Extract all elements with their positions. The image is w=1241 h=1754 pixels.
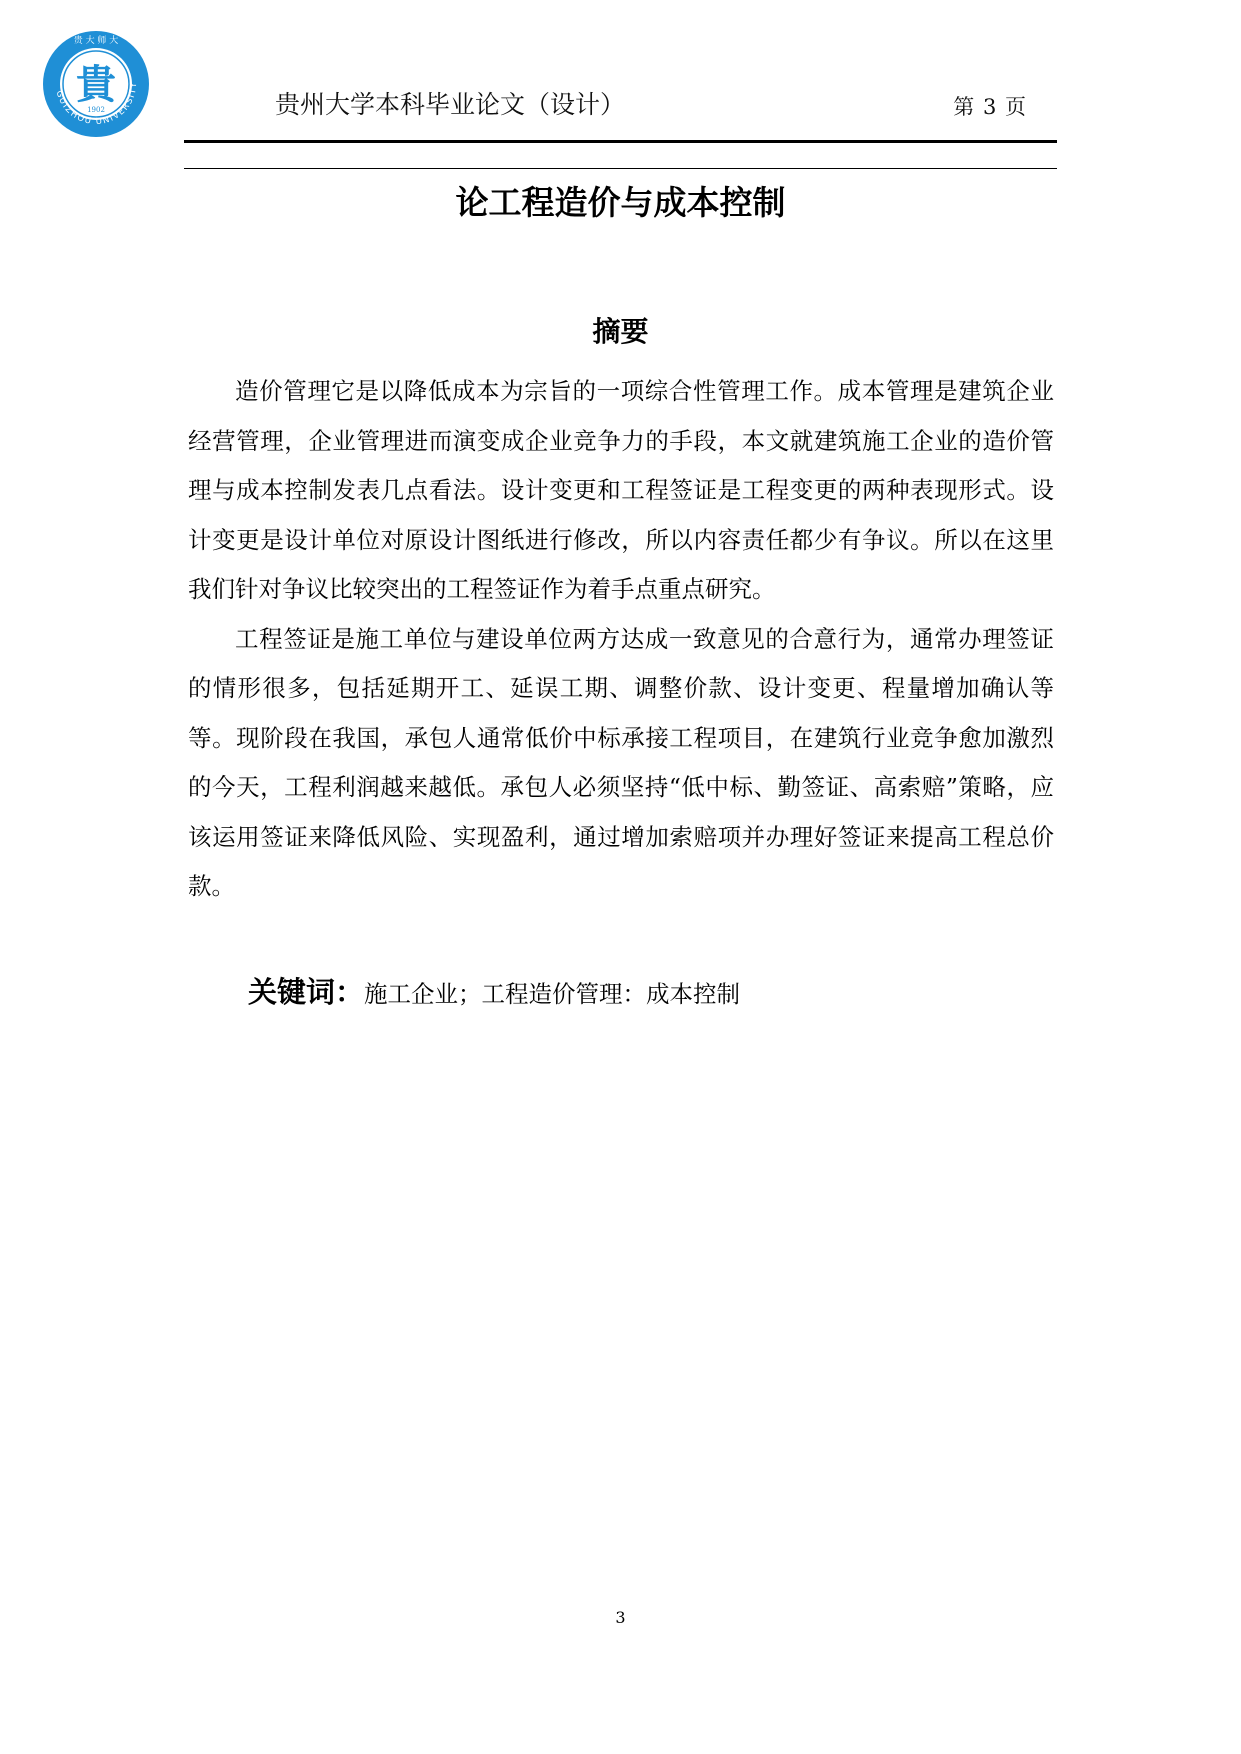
abstract-paragraph-1: 造价管理它是以降低成本为宗旨的一项综合性管理工作。成本管理是建筑企业经营管理，企业管理进而演变成企业竞争力的手段，本文就建筑施工企业的造价管理与成本控制发表几点看法。设计变更和工程签证是工程变更的两种表现形式。设计变更是设计单位对原设计图纸进行修改，所以内容责任都少有争议。所以在这里我们针对争议比较突出的工程签证作为着手点重点研究。	[188, 377, 1054, 603]
header-rule-thin	[184, 168, 1057, 169]
abstract-body	[188, 367, 1054, 912]
abstract-heading: 摘要	[592, 315, 649, 348]
document-title: 论工程造价与成本控制	[455, 183, 786, 222]
university-logo	[42, 30, 150, 138]
keywords-text: 施工企业；工程造价管理：成本控制	[364, 980, 741, 1008]
header-page-label: 第 3 页	[953, 95, 1027, 119]
footer-page-number: 3	[615, 1608, 626, 1627]
abstract-paragraph-2: 工程签证是施工单位与建设单位两方达成一致意见的合意行为，通常办理签证的情形很多，包括延期开工、延误工期、调整价款、设计变更、程量增加确认等等。现阶段在我国，承包人通常低价中标承接工程项目，在建筑行业竞争愈加激烈的今天，工程利润越来越低。承包人必须坚持“低中标、勤签证、高索赔”策略，应该运用签证来降低风险、实现盈利，通过增加索赔项并办理好签证来提高工程总价款。	[188, 624, 1054, 900]
header-title: 贵州大学本科毕业论文（设计）	[275, 90, 626, 119]
seal-center-glyph: 貴	[76, 62, 116, 108]
seal-year: 1902	[87, 106, 105, 114]
keywords-label: 关键词：	[248, 975, 365, 1009]
university-seal-icon	[42, 30, 150, 138]
seal-top-arc: 贵 大 师 大	[73, 36, 119, 46]
header-rule-thick	[184, 140, 1057, 143]
seal-ring-text: GUIZHOU UNIVERSITY	[53, 81, 140, 128]
keywords-line	[248, 972, 740, 1014]
